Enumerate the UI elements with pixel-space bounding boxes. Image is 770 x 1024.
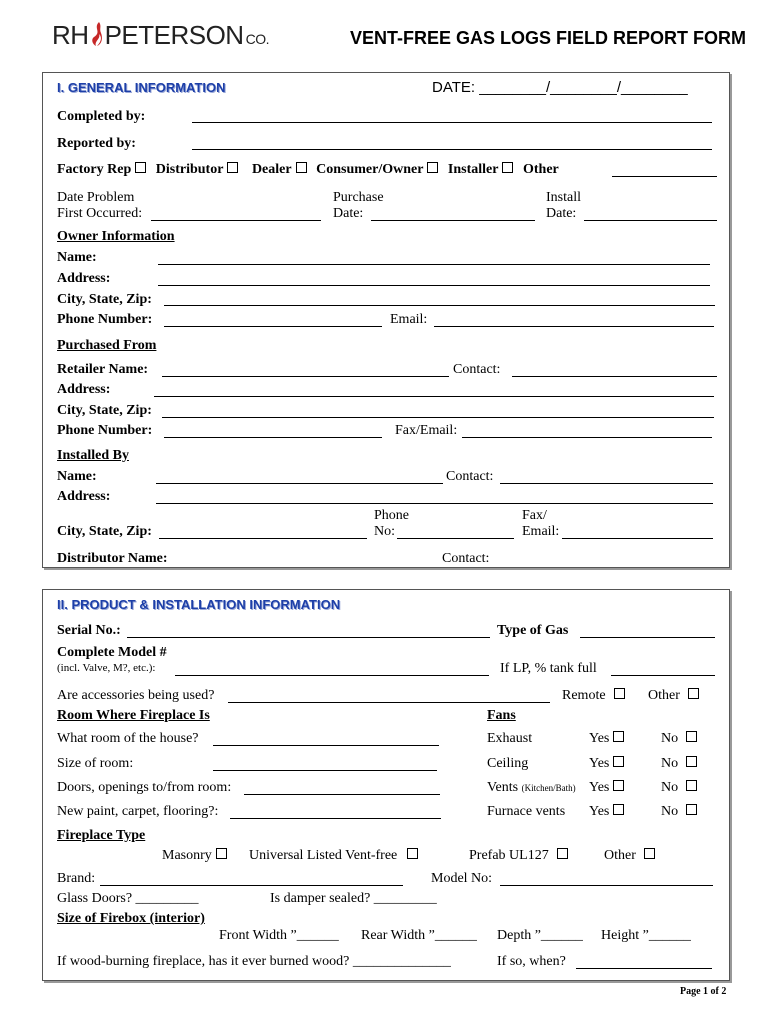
owner-name-field[interactable] [158, 264, 710, 265]
purchase-date-label-2: Date: [333, 206, 364, 221]
install-date-field[interactable] [584, 220, 717, 221]
installer-name-field[interactable] [156, 483, 443, 484]
accessories-label: Are accessories being used? [57, 688, 215, 703]
fans-heading: Fans [487, 708, 516, 723]
install-date-label-2: Date: [546, 206, 577, 221]
furnace-yes-checkbox[interactable] [613, 804, 624, 815]
other-accessory-label: Other [648, 688, 680, 703]
date-problem-label-1: Date Problem [57, 190, 135, 205]
vents-yes-checkbox[interactable] [613, 780, 624, 791]
room-question-4-field[interactable] [230, 818, 441, 819]
fan-vents-text: Vents [487, 780, 519, 795]
ceiling-no-checkbox[interactable] [686, 756, 697, 767]
form-title: VENT-FREE GAS LOGS FIELD REPORT FORM [350, 28, 747, 48]
role-dealer: Dealer [251, 162, 292, 177]
owner-phone-label: Phone Number: [57, 312, 153, 327]
ceiling-no [661, 756, 699, 772]
installer-name-label: Name: [57, 469, 97, 484]
installer-checkbox[interactable] [502, 162, 513, 173]
installer-phone-label-1: Phone [374, 508, 409, 523]
wood-burning-question[interactable]: If wood-burning fireplace, has it ever burned wood? ______________ [57, 954, 451, 969]
type-of-gas-label: Type of Gas [497, 623, 569, 638]
lp-tank-field[interactable] [611, 675, 715, 676]
vents-yes [589, 780, 626, 796]
role-distributor: Distributor [155, 162, 224, 177]
serial-no-field[interactable] [127, 637, 490, 638]
remote-checkbox[interactable] [614, 688, 625, 699]
dealer-checkbox[interactable] [296, 162, 307, 173]
firebox-size-heading: Size of Firebox (interior) [57, 911, 205, 926]
owner-address-label: Address: [57, 271, 111, 286]
installer-address-label: Address: [57, 489, 111, 504]
height-field[interactable]: Height ”______ [601, 928, 691, 943]
consumer-owner-checkbox[interactable] [427, 162, 438, 173]
fireplace-type-heading: Fireplace Type [57, 828, 146, 843]
role-consumer-owner: Consumer/Owner [316, 162, 424, 177]
complete-model-field[interactable] [175, 675, 489, 676]
role-other: Other [522, 162, 559, 177]
ceiling-yes-checkbox[interactable] [613, 756, 624, 767]
retailer-city-label: City, State, Zip: [57, 403, 152, 418]
fp-other-label: Other [604, 848, 636, 863]
brand-field[interactable] [100, 885, 403, 886]
retailer-name-field[interactable] [162, 376, 449, 377]
section-1-title: I. GENERAL INFORMATION [57, 80, 226, 95]
owner-city-field[interactable] [164, 305, 715, 306]
model-no-field[interactable] [500, 885, 713, 886]
fp-masonry-option [162, 848, 229, 864]
owner-email-label: Email: [390, 312, 428, 327]
room-question-3-field[interactable] [244, 794, 440, 795]
installer-fax-label-2: Email: [522, 524, 560, 539]
owner-address-field[interactable] [158, 285, 710, 286]
front-width-field[interactable]: Front Width ”______ [219, 928, 339, 943]
room-question-1: What room of the house? [57, 731, 199, 746]
owner-information-heading: Owner Information [57, 229, 175, 244]
if-so-when-label: If so, when? [497, 954, 566, 969]
room-question-1-field[interactable] [213, 745, 439, 746]
brand-label: Brand: [57, 871, 96, 886]
page-number: Page 1 of 2 [680, 986, 727, 997]
owner-name-label: Name: [57, 250, 97, 265]
furnace-yes [589, 804, 626, 820]
room-question-2: Size of room: [57, 756, 134, 771]
glass-doors-field[interactable]: Glass Doors? _________ [57, 891, 199, 906]
retailer-address-label: Address: [57, 382, 111, 397]
distributor-name-label: Distributor Name: [57, 551, 168, 566]
fp-universal-label: Universal Listed Vent-free [249, 848, 398, 863]
logo-co: CO. [245, 31, 269, 47]
fp-universal-option [249, 848, 420, 864]
reported-by-label: Reported by: [57, 136, 136, 151]
company-logo [52, 20, 269, 50]
reported-by-field[interactable] [192, 149, 712, 150]
exhaust-yes-checkbox[interactable] [613, 731, 624, 742]
remote-label: Remote [562, 688, 606, 703]
purchase-date-label-1: Purchase [333, 190, 384, 205]
model-no-label: Model No: [431, 871, 493, 886]
furnace-no [661, 804, 699, 820]
date-problem-label-2: First Occurred: [57, 206, 143, 221]
complete-model-label: Complete Model # [57, 645, 167, 660]
installer-city-field[interactable] [159, 538, 367, 539]
installer-fax-label-1: Fax/ [522, 508, 547, 523]
room-question-4: New paint, carpet, flooring?: [57, 804, 219, 819]
damper-sealed-field[interactable]: Is damper sealed? _________ [270, 891, 437, 906]
role-factory-rep: Factory Rep [57, 162, 132, 177]
installer-city-label: City, State, Zip: [57, 524, 152, 539]
exhaust-no-checkbox[interactable] [686, 731, 697, 742]
installer-contact-field[interactable] [500, 483, 713, 484]
fp-prefab-checkbox[interactable] [557, 848, 568, 859]
other-accessory-option [648, 688, 701, 704]
if-lp-label: If LP, % tank full [500, 661, 597, 676]
fp-masonry-checkbox[interactable] [216, 848, 227, 859]
purchased-from-heading: Purchased From [57, 338, 157, 353]
installer-phone-field[interactable] [397, 538, 514, 539]
role-installer: Installer [447, 162, 499, 177]
retailer-phone-field[interactable] [164, 437, 382, 438]
yes-label: Yes [589, 804, 610, 819]
installed-by-heading: Installed By [57, 448, 129, 463]
logo-rh: RH [52, 20, 89, 50]
retailer-contact-field[interactable] [512, 376, 717, 377]
retailer-name-label: Retailer Name: [57, 362, 149, 377]
retailer-contact-label: Contact: [453, 362, 501, 377]
logo-peterson: PETERSON [104, 20, 244, 50]
exhaust-yes [589, 731, 626, 747]
owner-phone-field[interactable] [164, 326, 382, 327]
yes-label: Yes [589, 731, 610, 746]
owner-email-field[interactable] [434, 326, 714, 327]
model-incl-note: (incl. Valve, M?, etc.): [57, 662, 156, 674]
fp-masonry-label: Masonry [162, 848, 212, 863]
no-label: No [661, 731, 679, 746]
distributor-contact-label: Contact: [442, 551, 490, 566]
date-problem-field[interactable] [151, 220, 321, 221]
yes-label: Yes [589, 756, 610, 771]
flame-icon [90, 21, 104, 47]
if-so-when-field[interactable] [576, 968, 712, 969]
remote-option [562, 688, 627, 704]
purchase-date-field[interactable] [371, 220, 535, 221]
factory-rep-checkbox[interactable] [135, 162, 146, 173]
ceiling-yes [589, 756, 626, 772]
completed-by-field[interactable] [192, 122, 712, 123]
fan-exhaust-label: Exhaust [487, 731, 533, 746]
no-label: No [661, 804, 679, 819]
room-question-3: Doors, openings to/from room: [57, 780, 232, 795]
reporter-role-row [57, 162, 559, 178]
furnace-no-checkbox[interactable] [686, 804, 697, 815]
accessories-field[interactable] [228, 702, 550, 703]
vents-no-checkbox[interactable] [686, 780, 697, 791]
install-date-label-1: Install [546, 190, 581, 205]
serial-no-label: Serial No.: [57, 623, 121, 638]
owner-city-label: City, State, Zip: [57, 292, 152, 307]
no-label: No [661, 780, 679, 795]
room-question-2-field[interactable] [213, 770, 437, 771]
installer-address-field[interactable] [156, 503, 713, 504]
yes-label: Yes [589, 780, 610, 795]
fp-prefab-label: Prefab UL127 [469, 848, 549, 863]
retailer-city-field[interactable] [162, 417, 714, 418]
retailer-fax-email-field[interactable] [462, 437, 712, 438]
retailer-fax-email-label: Fax/Email: [395, 423, 458, 438]
vents-no [661, 780, 699, 796]
type-of-gas-field[interactable] [580, 637, 715, 638]
rear-width-field[interactable]: Rear Width ”______ [361, 928, 477, 943]
completed-by-label: Completed by: [57, 109, 146, 124]
fan-vents-sub: (Kitchen/Bath) [521, 783, 576, 793]
fp-universal-checkbox[interactable] [407, 848, 418, 859]
retailer-phone-label: Phone Number: [57, 423, 153, 438]
fp-prefab-option [469, 848, 570, 864]
exhaust-no [661, 731, 699, 747]
installer-contact-label: Contact: [446, 469, 494, 484]
room-heading: Room Where Fireplace Is [57, 708, 210, 723]
section-2-title: II. PRODUCT & INSTALLATION INFORMATION [57, 597, 341, 612]
no-label: No [661, 756, 679, 771]
installer-fax-field[interactable] [562, 538, 713, 539]
other-accessory-checkbox[interactable] [688, 688, 699, 699]
fan-vents-label [487, 780, 576, 796]
date-field[interactable]: DATE: ________/________/________ [432, 79, 688, 96]
distributor-checkbox[interactable] [227, 162, 238, 173]
depth-field[interactable]: Depth ”______ [497, 928, 583, 943]
fan-ceiling-label: Ceiling [487, 756, 529, 771]
retailer-address-field[interactable] [154, 396, 714, 397]
other-role-field[interactable] [612, 176, 717, 177]
fp-other-checkbox[interactable] [644, 848, 655, 859]
fp-other-option [604, 848, 657, 864]
fan-furnace-label: Furnace vents [487, 804, 566, 819]
installer-phone-label-2: No: [374, 524, 395, 539]
